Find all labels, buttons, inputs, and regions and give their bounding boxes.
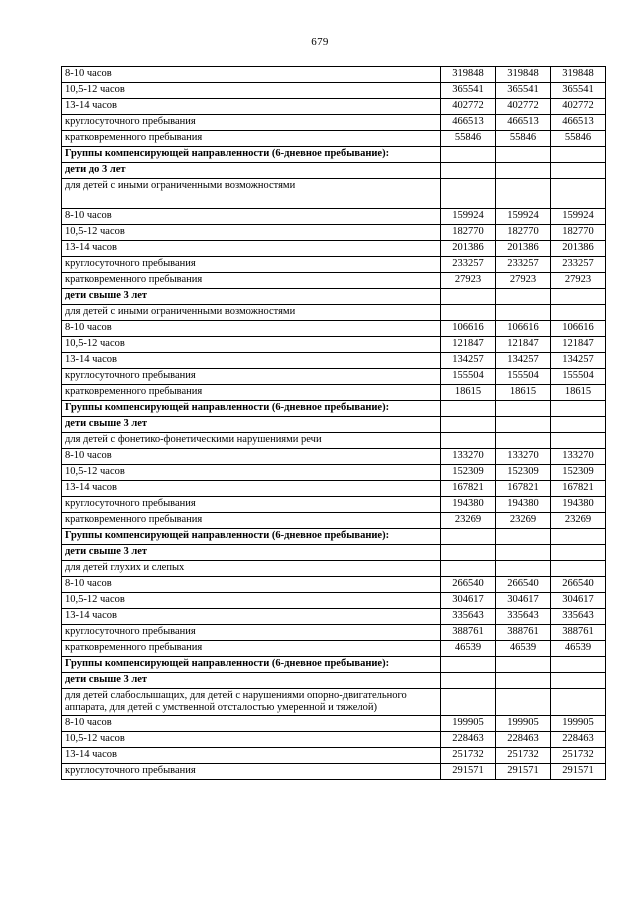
value-cell-1: 121847 — [441, 337, 496, 353]
value-cell-2: 291571 — [496, 764, 551, 780]
value-cell-2: 18615 — [496, 385, 551, 401]
value-cell-2: 466513 — [496, 115, 551, 131]
value-cell-1: 152309 — [441, 465, 496, 481]
row-label: 10,5-12 часов — [62, 337, 441, 353]
value-cell-1: 18615 — [441, 385, 496, 401]
value-cell-2: 182770 — [496, 225, 551, 241]
value-cell-2 — [496, 689, 551, 716]
row-label: 13-14 часов — [62, 353, 441, 369]
table-row — [62, 481, 606, 497]
value-cell-2: 335643 — [496, 609, 551, 625]
row-label: круглосуточного пребывания — [62, 257, 441, 273]
value-cell-1: 194380 — [441, 497, 496, 513]
value-cell-3 — [551, 545, 606, 561]
value-cell-1 — [441, 305, 496, 321]
row-label: кратковременного пребывания — [62, 131, 441, 147]
value-cell-2: 365541 — [496, 83, 551, 99]
value-cell-2 — [496, 433, 551, 449]
value-cell-2 — [496, 673, 551, 689]
section-header-label: дети свыше 3 лет — [62, 673, 441, 689]
value-cell-1: 304617 — [441, 593, 496, 609]
value-cell-2 — [496, 417, 551, 433]
value-cell-2 — [496, 305, 551, 321]
section-header-label: дети свыше 3 лет — [62, 289, 441, 305]
value-cell-2: 134257 — [496, 353, 551, 369]
value-cell-1: 365541 — [441, 83, 496, 99]
value-cell-1 — [441, 289, 496, 305]
value-cell-1 — [441, 545, 496, 561]
value-cell-1: 133270 — [441, 449, 496, 465]
value-cell-3: 167821 — [551, 481, 606, 497]
value-cell-2: 199905 — [496, 716, 551, 732]
table-row — [62, 689, 606, 716]
value-cell-1: 266540 — [441, 577, 496, 593]
table-row — [62, 385, 606, 401]
value-cell-2 — [496, 545, 551, 561]
section-header-row — [62, 417, 606, 433]
row-label: круглосуточного пребывания — [62, 497, 441, 513]
row-label: для детей глухих и слепых — [62, 561, 441, 577]
value-cell-3: 55846 — [551, 131, 606, 147]
value-cell-2: 167821 — [496, 481, 551, 497]
value-cell-1 — [441, 561, 496, 577]
value-cell-3: 121847 — [551, 337, 606, 353]
row-label: кратковременного пребывания — [62, 513, 441, 529]
section-header-row — [62, 529, 606, 545]
table-row — [62, 305, 606, 321]
section-header-row — [62, 545, 606, 561]
value-cell-1 — [441, 147, 496, 163]
section-header-label: дети до 3 лет — [62, 163, 441, 179]
table-row — [62, 748, 606, 764]
section-header-row — [62, 657, 606, 673]
section-header-row — [62, 147, 606, 163]
value-cell-2 — [496, 561, 551, 577]
row-label: круглосуточного пребывания — [62, 625, 441, 641]
row-label: 13-14 часов — [62, 481, 441, 497]
value-cell-1: 466513 — [441, 115, 496, 131]
row-label: для детей с иными ограниченными возможностями — [62, 179, 441, 209]
value-cell-1: 233257 — [441, 257, 496, 273]
section-header-row — [62, 673, 606, 689]
value-cell-1 — [441, 417, 496, 433]
value-cell-1: 27923 — [441, 273, 496, 289]
value-cell-1 — [441, 657, 496, 673]
value-cell-2: 159924 — [496, 209, 551, 225]
value-cell-1: 251732 — [441, 748, 496, 764]
value-cell-3: 466513 — [551, 115, 606, 131]
row-label: 8-10 часов — [62, 449, 441, 465]
table-row — [62, 497, 606, 513]
page-number: 679 — [311, 36, 329, 48]
value-cell-1: 134257 — [441, 353, 496, 369]
value-cell-2 — [496, 657, 551, 673]
value-cell-2: 152309 — [496, 465, 551, 481]
table-row — [62, 225, 606, 241]
value-cell-3: 233257 — [551, 257, 606, 273]
table-row — [62, 369, 606, 385]
value-cell-3: 335643 — [551, 609, 606, 625]
row-label: круглосуточного пребывания — [62, 369, 441, 385]
row-label: 8-10 часов — [62, 67, 441, 83]
value-cell-3: 18615 — [551, 385, 606, 401]
value-cell-3 — [551, 179, 606, 209]
row-label: 8-10 часов — [62, 716, 441, 732]
section-header-label: Группы компенсирующей направленности (6-дневное пребывание): — [62, 657, 441, 673]
value-cell-3: 182770 — [551, 225, 606, 241]
value-cell-2 — [496, 179, 551, 209]
value-cell-3: 304617 — [551, 593, 606, 609]
row-label: 10,5-12 часов — [62, 593, 441, 609]
value-cell-3: 23269 — [551, 513, 606, 529]
table-row — [62, 131, 606, 147]
value-cell-3 — [551, 673, 606, 689]
section-header-row — [62, 401, 606, 417]
value-cell-1 — [441, 529, 496, 545]
value-cell-3: 228463 — [551, 732, 606, 748]
value-cell-1: 201386 — [441, 241, 496, 257]
value-cell-2: 228463 — [496, 732, 551, 748]
table-row — [62, 764, 606, 780]
row-label: кратковременного пребывания — [62, 385, 441, 401]
value-cell-1 — [441, 673, 496, 689]
table-row — [62, 115, 606, 131]
table-row — [62, 273, 606, 289]
value-cell-2 — [496, 401, 551, 417]
value-cell-1: 167821 — [441, 481, 496, 497]
value-cell-2: 155504 — [496, 369, 551, 385]
value-cell-3: 27923 — [551, 273, 606, 289]
row-label: для детей с фонетико-фонетическими нарушениями речи — [62, 433, 441, 449]
value-cell-3: 199905 — [551, 716, 606, 732]
row-label: круглосуточного пребывания — [62, 115, 441, 131]
value-cell-1: 46539 — [441, 641, 496, 657]
value-cell-2: 201386 — [496, 241, 551, 257]
value-cell-2: 23269 — [496, 513, 551, 529]
value-cell-3: 251732 — [551, 748, 606, 764]
value-cell-2: 251732 — [496, 748, 551, 764]
table-row — [62, 593, 606, 609]
table-row — [62, 561, 606, 577]
row-label: 13-14 часов — [62, 99, 441, 115]
value-cell-2 — [496, 163, 551, 179]
value-cell-3: 266540 — [551, 577, 606, 593]
section-header-label: Группы компенсирующей направленности (6-дневное пребывание): — [62, 401, 441, 417]
row-label: кратковременного пребывания — [62, 273, 441, 289]
table-row — [62, 625, 606, 641]
value-cell-3 — [551, 163, 606, 179]
value-cell-2: 121847 — [496, 337, 551, 353]
value-cell-2: 106616 — [496, 321, 551, 337]
value-cell-3 — [551, 529, 606, 545]
value-cell-1: 228463 — [441, 732, 496, 748]
value-cell-2: 388761 — [496, 625, 551, 641]
value-cell-2: 304617 — [496, 593, 551, 609]
table-row — [62, 99, 606, 115]
row-label: 10,5-12 часов — [62, 225, 441, 241]
value-cell-1: 335643 — [441, 609, 496, 625]
value-cell-1 — [441, 401, 496, 417]
table-row — [62, 465, 606, 481]
value-cell-2: 46539 — [496, 641, 551, 657]
value-cell-3 — [551, 657, 606, 673]
value-cell-1 — [441, 163, 496, 179]
section-header-row — [62, 163, 606, 179]
value-cell-3 — [551, 147, 606, 163]
table-row — [62, 179, 606, 209]
value-cell-3 — [551, 417, 606, 433]
table-row — [62, 716, 606, 732]
value-cell-1 — [441, 689, 496, 716]
value-cell-1: 291571 — [441, 764, 496, 780]
value-cell-1: 182770 — [441, 225, 496, 241]
row-label: 8-10 часов — [62, 577, 441, 593]
table-row — [62, 577, 606, 593]
value-cell-2 — [496, 147, 551, 163]
value-cell-3: 388761 — [551, 625, 606, 641]
value-cell-1: 402772 — [441, 99, 496, 115]
value-cell-2: 55846 — [496, 131, 551, 147]
row-label: 13-14 часов — [62, 241, 441, 257]
section-header-label: Группы компенсирующей направленности (6-дневное пребывание): — [62, 529, 441, 545]
row-label: для детей слабослышащих, для детей с нарушениями опорно-двигательного аппарата, для детей с умственной отсталостью умеренной и тяжелой) — [62, 689, 441, 716]
row-label: кратковременного пребывания — [62, 641, 441, 657]
table-row — [62, 241, 606, 257]
value-cell-2 — [496, 289, 551, 305]
row-label: круглосуточного пребывания — [62, 764, 441, 780]
section-header-label: Группы компенсирующей направленности (6-дневное пребывание): — [62, 147, 441, 163]
value-cell-1: 199905 — [441, 716, 496, 732]
value-cell-3: 106616 — [551, 321, 606, 337]
table-row — [62, 67, 606, 83]
value-cell-3 — [551, 401, 606, 417]
value-cell-3: 201386 — [551, 241, 606, 257]
table-row — [62, 449, 606, 465]
value-cell-3: 152309 — [551, 465, 606, 481]
row-label: для детей с иными ограниченными возможностями — [62, 305, 441, 321]
table-row — [62, 83, 606, 99]
table-row — [62, 641, 606, 657]
value-cell-2: 27923 — [496, 273, 551, 289]
value-cell-3 — [551, 561, 606, 577]
value-cell-3: 46539 — [551, 641, 606, 657]
value-cell-3: 194380 — [551, 497, 606, 513]
value-cell-3: 134257 — [551, 353, 606, 369]
section-header-label: дети свыше 3 лет — [62, 545, 441, 561]
value-cell-3: 159924 — [551, 209, 606, 225]
value-cell-2: 133270 — [496, 449, 551, 465]
value-cell-1 — [441, 179, 496, 209]
value-cell-3 — [551, 689, 606, 716]
value-cell-3 — [551, 305, 606, 321]
value-cell-1: 388761 — [441, 625, 496, 641]
value-cell-1: 319848 — [441, 67, 496, 83]
value-cell-2: 233257 — [496, 257, 551, 273]
tariff-table — [61, 66, 606, 780]
table-row — [62, 609, 606, 625]
section-header-row — [62, 289, 606, 305]
table-row — [62, 353, 606, 369]
value-cell-3: 319848 — [551, 67, 606, 83]
value-cell-2: 402772 — [496, 99, 551, 115]
table-row — [62, 732, 606, 748]
table-row — [62, 209, 606, 225]
value-cell-1: 23269 — [441, 513, 496, 529]
value-cell-3: 133270 — [551, 449, 606, 465]
row-label: 13-14 часов — [62, 748, 441, 764]
row-label: 13-14 часов — [62, 609, 441, 625]
value-cell-3 — [551, 289, 606, 305]
value-cell-1: 106616 — [441, 321, 496, 337]
table-row — [62, 337, 606, 353]
value-cell-3: 402772 — [551, 99, 606, 115]
tariff-table-body — [62, 67, 606, 780]
value-cell-1: 55846 — [441, 131, 496, 147]
value-cell-2: 319848 — [496, 67, 551, 83]
value-cell-1: 155504 — [441, 369, 496, 385]
row-label: 8-10 часов — [62, 321, 441, 337]
value-cell-1: 159924 — [441, 209, 496, 225]
value-cell-3 — [551, 433, 606, 449]
table-row — [62, 257, 606, 273]
table-row — [62, 433, 606, 449]
value-cell-3: 291571 — [551, 764, 606, 780]
row-label: 10,5-12 часов — [62, 83, 441, 99]
table-row — [62, 513, 606, 529]
row-label: 10,5-12 часов — [62, 465, 441, 481]
value-cell-2: 266540 — [496, 577, 551, 593]
row-label: 8-10 часов — [62, 209, 441, 225]
value-cell-1 — [441, 433, 496, 449]
section-header-label: дети свыше 3 лет — [62, 417, 441, 433]
value-cell-2 — [496, 529, 551, 545]
value-cell-2: 194380 — [496, 497, 551, 513]
table-row — [62, 321, 606, 337]
value-cell-3: 155504 — [551, 369, 606, 385]
row-label: 10,5-12 часов — [62, 732, 441, 748]
value-cell-3: 365541 — [551, 83, 606, 99]
